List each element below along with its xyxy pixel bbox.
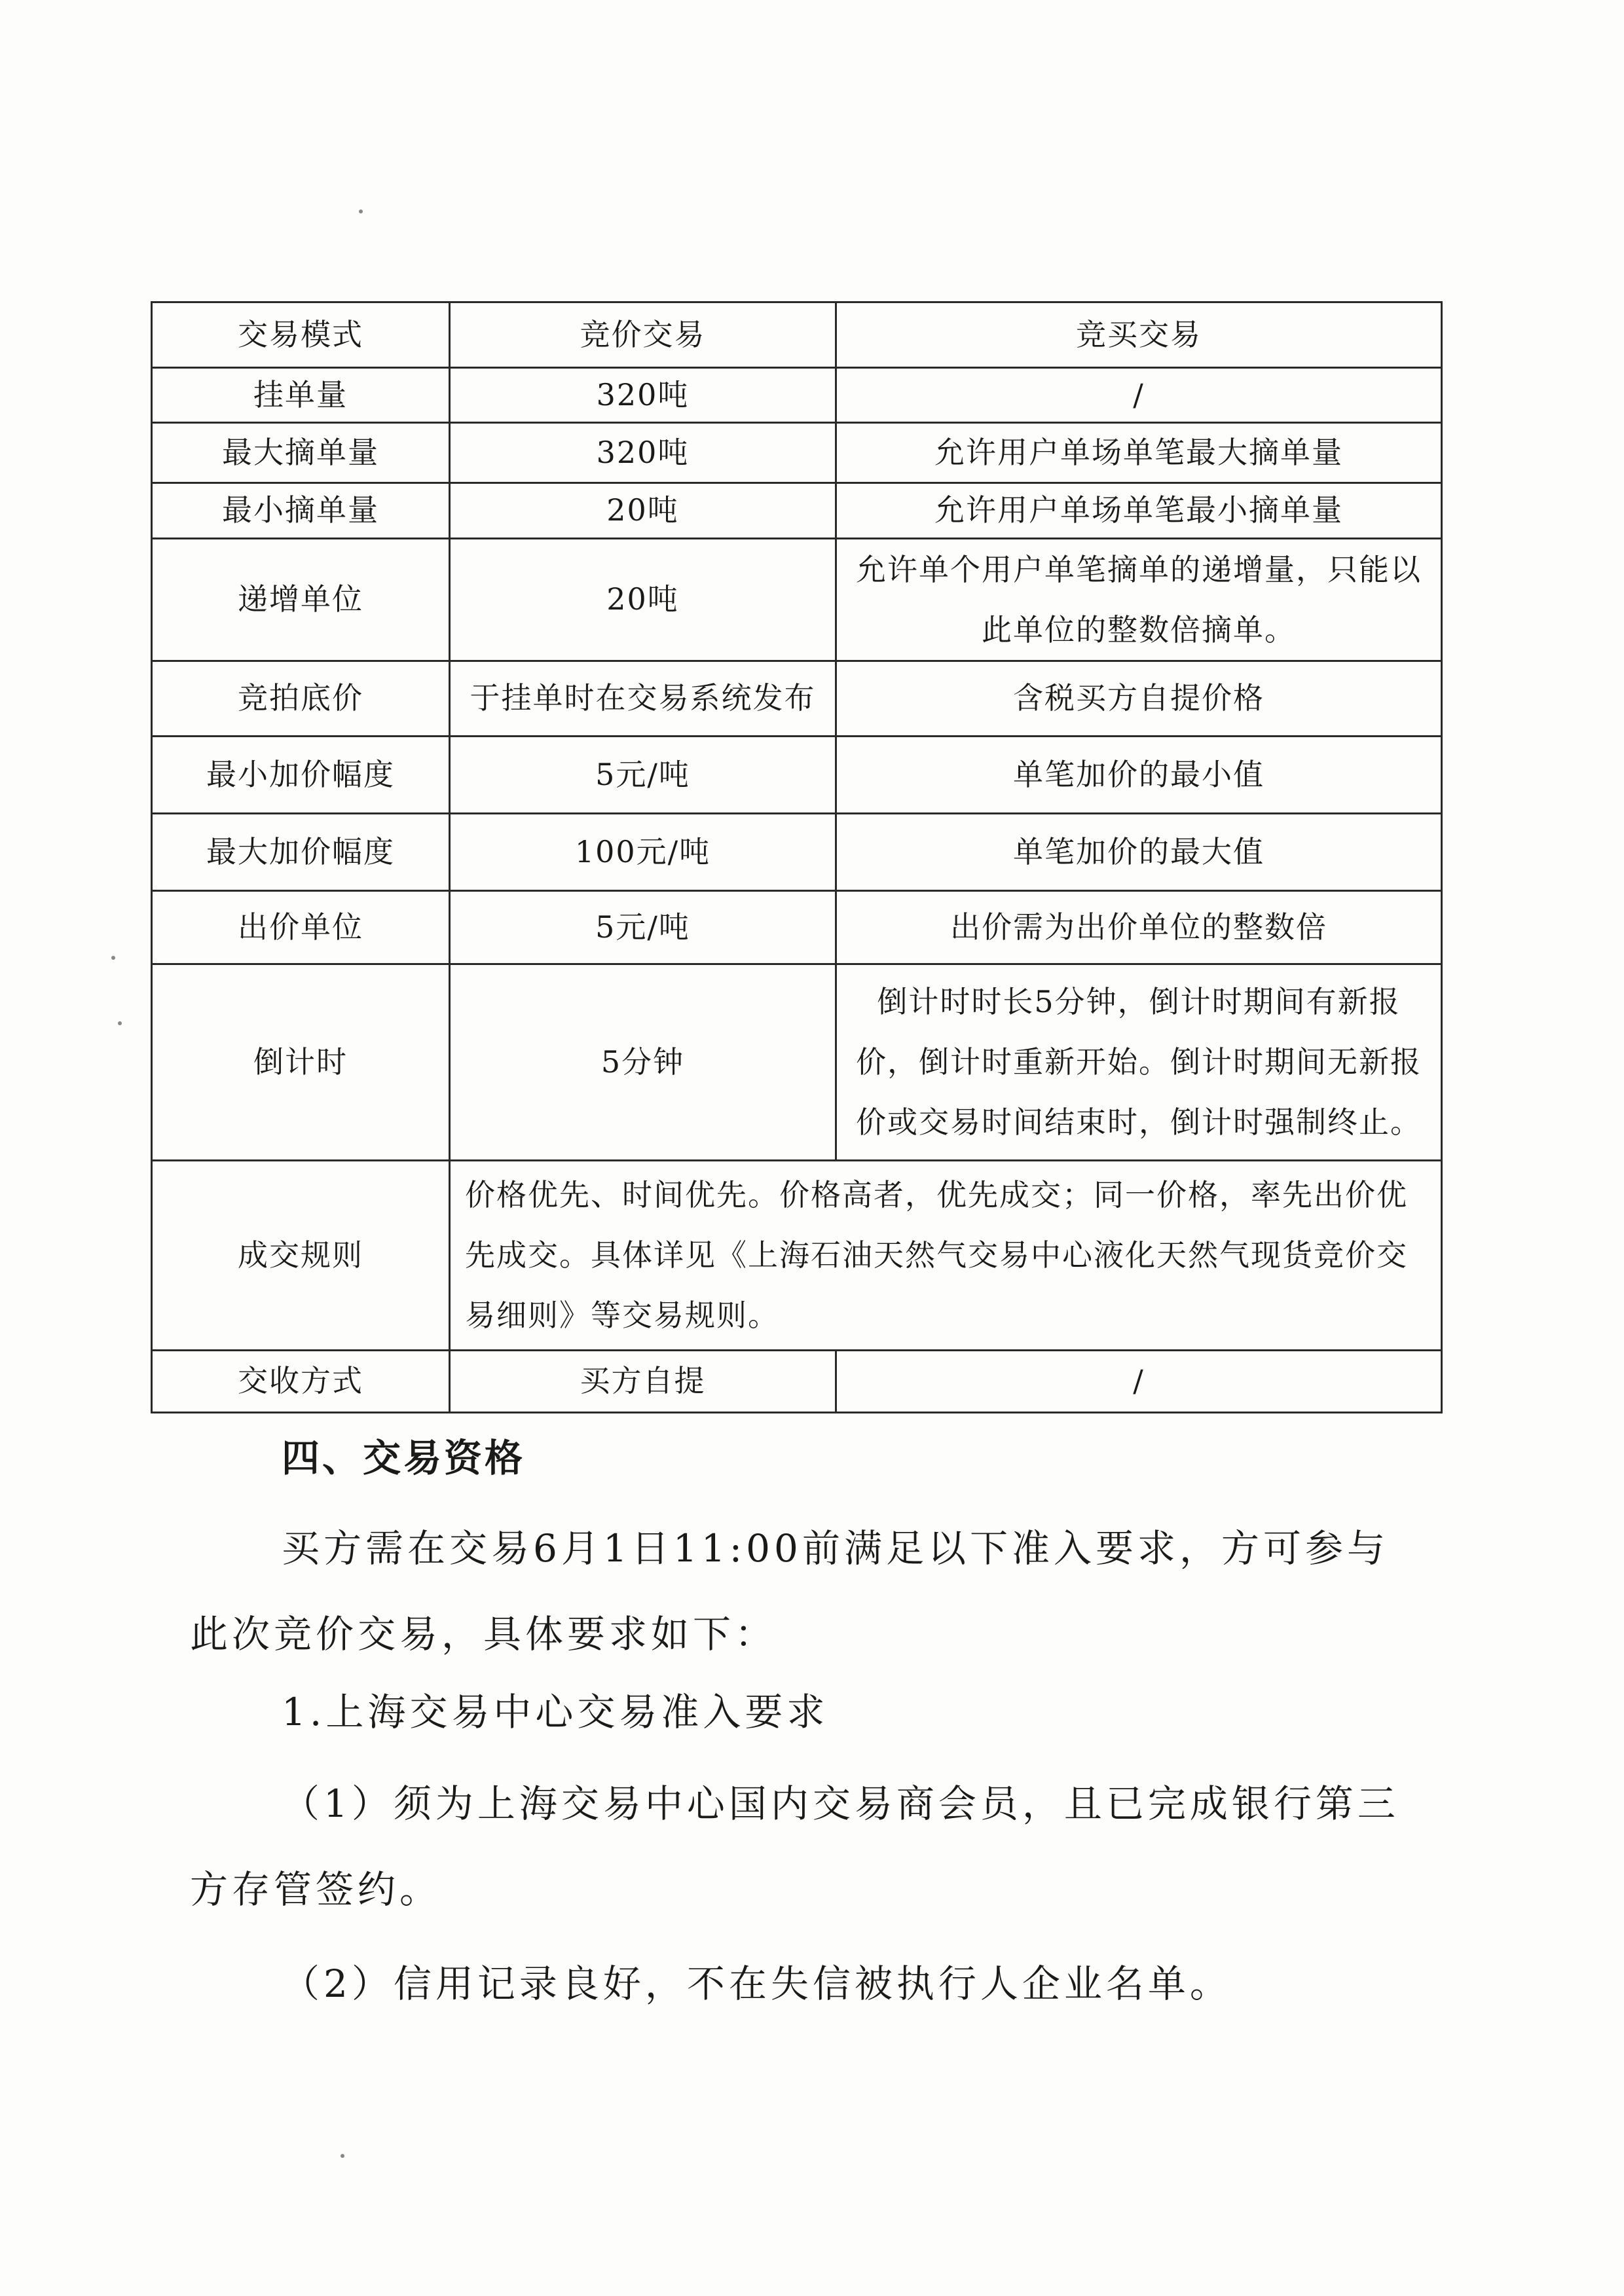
paragraph: 1.上海交易中心交易准入要求 [282,1690,829,1734]
table-cell: / [836,1350,1442,1412]
scan-speck [118,1021,122,1025]
table-cell: 5元/吨 [450,736,836,813]
table-row [152,422,1442,483]
paragraph: 买方需在交易6月1日11:00前满足以下准入要求，方可参与此次竞价交易，具体要求如下： [190,1526,1389,1656]
table-cell: 含税买方自提价格 [836,661,1442,736]
table-cell: / [836,368,1442,423]
table-row [152,890,1442,964]
table-cell: 允许用户单场单笔最大摘单量 [836,422,1442,483]
table-cell: 20吨 [450,538,836,661]
trading-parameters-table [151,301,1443,1413]
table-row [152,736,1442,813]
table-cell: 100元/吨 [450,813,836,890]
table-cell: 挂单量 [152,368,450,423]
table-cell: 交易模式 [152,302,450,368]
table-cell: 倒计时 [152,964,450,1160]
table-cell: 20吨 [450,483,836,538]
table-cell: 320吨 [450,368,836,423]
table-cell: 递增单位 [152,538,450,661]
scan-speck [359,210,363,213]
table-cell: 最大摘单量 [152,422,450,483]
table-cell: 竞拍底价 [152,661,450,736]
table-cell: 竞买交易 [836,302,1442,368]
table-cell: 允许用户单场单笔最小摘单量 [836,483,1442,538]
table-row [152,368,1442,423]
table-cell: 竞价交易 [450,302,836,368]
scan-speck [111,956,115,960]
table-cell: 出价需为出价单位的整数倍 [836,890,1442,964]
paragraph: （2）信用记录良好，不在失信被执行人企业名单。 [282,1961,1232,2006]
table-row [152,661,1442,736]
table-cell: 5元/吨 [450,890,836,964]
table-row [152,964,1442,1160]
table-cell: 最小加价幅度 [152,736,450,813]
table-cell: 于挂单时在交易系统发布 [450,661,836,736]
table-cell: 5分钟 [450,964,836,1160]
table-cell: 出价单位 [152,890,450,964]
table-cell: 单笔加价的最小值 [836,736,1442,813]
scan-speck [341,2154,344,2158]
table-cell: 交收方式 [152,1350,450,1412]
table-cell-merged: 价格优先、时间优先。价格高者，优先成交；同一价格，率先出价优先成交。具体详见《上海石油天然气交易中心液化天然气现货竞价交易细则》等交易规则。 [450,1160,1442,1350]
table-row [152,538,1442,661]
table-row [152,1160,1442,1350]
table-cell: 成交规则 [152,1160,450,1350]
table-cell: 倒计时时长5分钟，倒计时期间有新报价，倒计时重新开始。倒计时期间无新报价或交易时间结束时，倒计时强制终止。 [836,964,1442,1160]
table-row [152,1350,1442,1412]
table-row [152,813,1442,890]
paragraph: （1）须为上海交易中心国内交易商会员，且已完成银行第三方存管签约。 [190,1781,1399,1912]
section-heading: 四、交易资格 [282,1436,526,1480]
table-row [152,483,1442,538]
table-cell: 买方自提 [450,1350,836,1412]
table-cell: 320吨 [450,422,836,483]
table-header-row [152,302,1442,368]
table-cell: 允许单个用户单笔摘单的递增量，只能以此单位的整数倍摘单。 [836,538,1442,661]
table-cell: 单笔加价的最大值 [836,813,1442,890]
table-cell: 最大加价幅度 [152,813,450,890]
table-cell: 最小摘单量 [152,483,450,538]
